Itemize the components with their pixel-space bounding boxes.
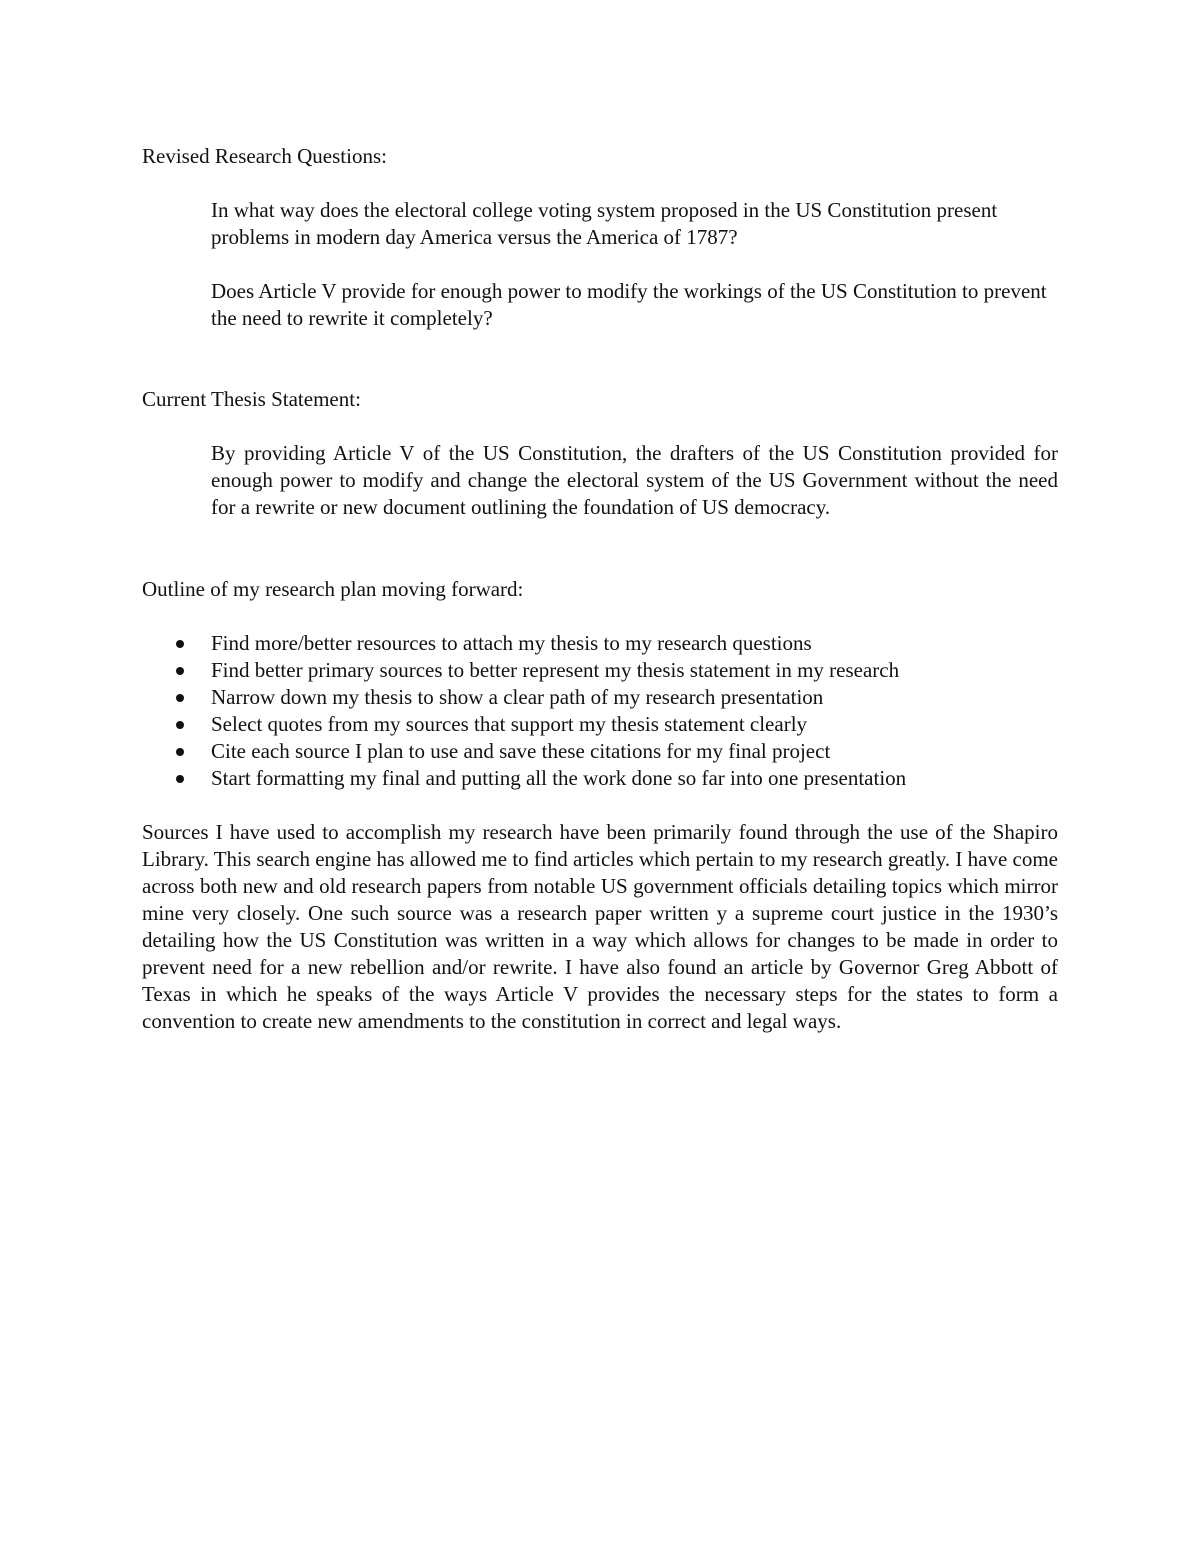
plan-item [142, 738, 1042, 765]
plan-list [142, 630, 1042, 792]
bullet-icon [176, 667, 184, 675]
plan-item [142, 657, 1042, 684]
plan-item [142, 711, 1042, 738]
sources-paragraph: Sources I have used to accomplish my research have been primarily found through the use of the Shapiro Library. This search engine has allowed me to find articles which pertain to my research greatly. I have come across both new and old research papers from notable US government officials detailing topics which mirror mine very closely. One such source was a research paper written y a supreme court justice in the 1930’s detailing how the US Constitution was written in a way which allows for changes to be made in order to prevent need for a new rebellion and/or rewrite. I have also found an article by Governor Greg Abbott of Texas in which he speaks of the ways Article V provides the necessary steps for the states to form a convention to create new amendments to the constitution in correct and legal ways. [142, 820, 1058, 1033]
plan-item-text: Cite each source I plan to use and save these citations for my final project [211, 739, 831, 763]
plan-item-text: Start formatting my final and putting all the work done so far into one presentation [211, 766, 907, 790]
bullet-icon [176, 721, 184, 729]
bullet-icon [176, 694, 184, 702]
plan-item [142, 765, 1042, 792]
plan-item [142, 630, 1042, 657]
plan-item [142, 684, 1042, 711]
bullet-icon [176, 640, 184, 648]
research-questions-heading: Revised Research Questions: [142, 144, 387, 168]
bullet-icon [176, 748, 184, 756]
research-question-2: Does Article V provide for enough power to modify the workings of the US Constitution to prevent the need to rewrite it completely? [211, 279, 1047, 330]
thesis-heading: Current Thesis Statement: [142, 387, 361, 411]
research-question-1: In what way does the electoral college voting system proposed in the US Constitution present problems in modern day America versus the America of 1787? [211, 198, 998, 249]
plan-item-text: Select quotes from my sources that support my thesis statement clearly [211, 712, 808, 736]
plan-item-text: Find more/better resources to attach my thesis to my research questions [211, 631, 812, 655]
plan-item-text: Find better primary sources to better represent my thesis statement in my research [211, 658, 900, 682]
plan-heading: Outline of my research plan moving forward: [142, 577, 524, 601]
bullet-icon [176, 775, 184, 783]
thesis-statement: By providing Article V of the US Constitution, the drafters of the US Constitution provided for enough power to modify and change the electoral system of the US Government without the need for a rewrite or new document outlining the foundation of US democracy. [211, 441, 1058, 519]
plan-item-text: Narrow down my thesis to show a clear path of my research presentation [211, 685, 824, 709]
